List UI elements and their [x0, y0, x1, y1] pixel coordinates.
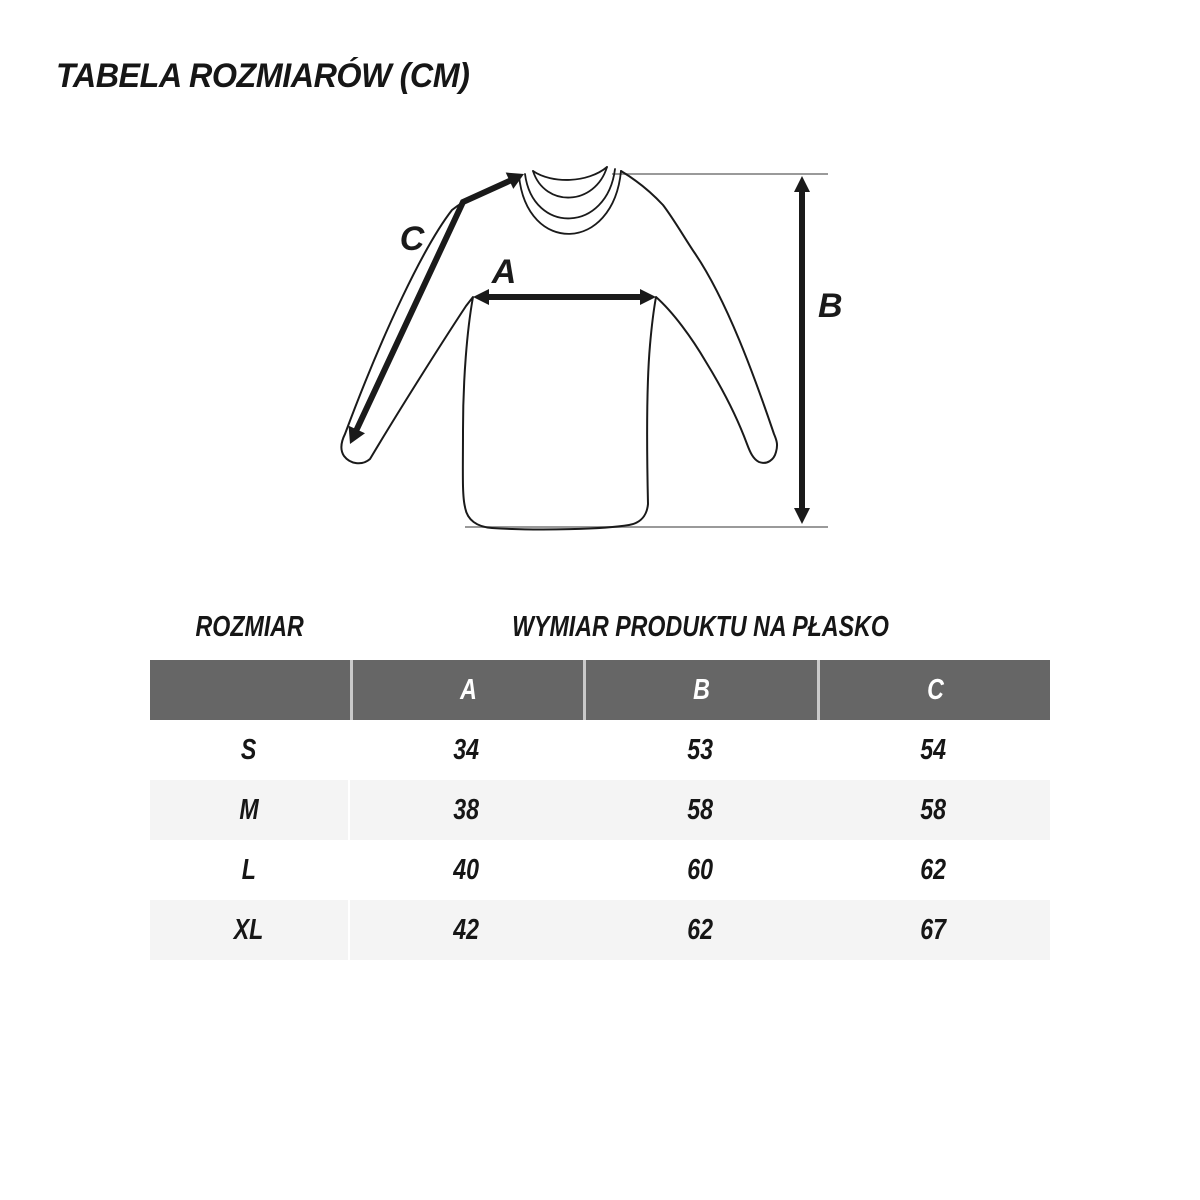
value-cell-c-text: 62 [920, 853, 947, 886]
value-cell-a-text: 38 [453, 793, 480, 826]
size-column-header-text: ROZMIAR [195, 610, 305, 643]
header-cell-a [350, 660, 583, 720]
value-cell-a [350, 900, 583, 960]
chest-width-label: A [491, 253, 517, 291]
size-table [150, 660, 1050, 960]
body-length-arrow [794, 176, 810, 524]
header-cell-c [817, 660, 1050, 720]
value-cell-b-text: 62 [687, 913, 713, 946]
value-cell-b [583, 720, 817, 780]
size-cell-text: XL [234, 913, 264, 946]
body-length-arrowhead-top-icon [794, 176, 810, 192]
value-cell-c-text: 54 [920, 733, 947, 766]
chest-width-arrowhead-right-icon [640, 289, 656, 305]
body-length-label: B [818, 287, 843, 325]
chest-width-arrow [473, 289, 656, 305]
value-cell-b [583, 900, 817, 960]
collar-back-line [533, 167, 607, 180]
header-cell-b-text: B [693, 673, 710, 706]
value-cell-a [350, 840, 583, 900]
value-cell-c-text: 58 [920, 793, 947, 826]
table-row-l [150, 840, 1050, 900]
header-cell-empty [150, 660, 350, 720]
value-cell-c [817, 720, 1050, 780]
value-cell-a-text: 40 [453, 853, 480, 886]
page-title: TABELA ROZMIARÓW (CM) [56, 57, 470, 95]
value-cell-b [583, 840, 817, 900]
table-row-m [150, 780, 1050, 840]
value-cell-a [350, 720, 583, 780]
value-cell-b [583, 780, 817, 840]
size-column-header [150, 611, 350, 643]
size-cell [150, 780, 350, 840]
sleeve-length-label: C [399, 220, 425, 258]
measurements-column-header-text: WYMIAR PRODUKTU NA PŁASKO [511, 610, 889, 643]
size-cell-text: M [239, 793, 259, 826]
size-cell [150, 840, 350, 900]
value-cell-c-text: 67 [920, 913, 947, 946]
measurements-column-header [350, 611, 1050, 643]
size-cell [150, 720, 350, 780]
value-cell-a [350, 780, 583, 840]
table-header-row [150, 660, 1050, 720]
value-cell-c [817, 780, 1050, 840]
body-length-arrowhead-bottom-icon [794, 508, 810, 524]
collar-opening-line [533, 167, 607, 198]
value-cell-b-text: 60 [687, 853, 713, 886]
collar-band-line [525, 169, 615, 218]
header-cell-a-text: A [459, 673, 477, 706]
value-cell-c [817, 840, 1050, 900]
sleeve-length-arrow [349, 173, 524, 445]
value-cell-c [817, 900, 1050, 960]
table-row-s [150, 720, 1050, 780]
shirt-size-diagram [300, 135, 860, 545]
table-row-xl [150, 900, 1050, 960]
size-cell [150, 900, 350, 960]
header-cell-c-text: C [926, 673, 944, 706]
value-cell-b-text: 53 [687, 733, 713, 766]
value-cell-b-text: 58 [687, 793, 713, 826]
sleeve-length-arrow-shaft [356, 178, 516, 431]
header-cell-b [583, 660, 817, 720]
value-cell-a-text: 42 [453, 913, 480, 946]
size-cell-text: L [241, 853, 257, 886]
value-cell-a-text: 34 [453, 733, 480, 766]
chest-width-arrowhead-left-icon [473, 289, 489, 305]
size-cell-text: S [241, 733, 257, 766]
